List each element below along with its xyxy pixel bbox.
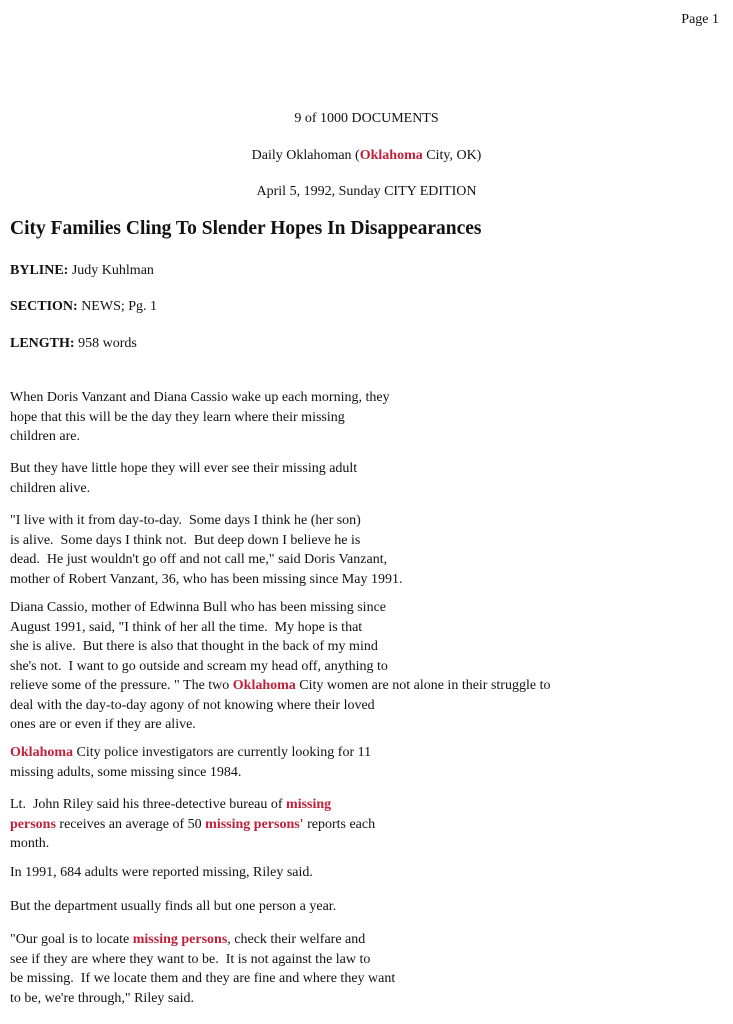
paragraph-text: Diana Cassio, mother of Edwinna Bull who has been missing since August 1991, said, "I think of her all the time. My hope is that she is alive. But there is also that thought in the back of my mind she's not. I want to go outside and scream my head off, anything to relieve some of the pressure. " The two bbox=[10, 600, 388, 693]
length-label: LENGTH: bbox=[10, 336, 75, 351]
paragraph-text: "Our goal is to locate bbox=[10, 932, 133, 947]
paragraph-text: City police investigators are currently looking for 11 missing adults, some missing since 1984. bbox=[10, 745, 372, 780]
article-paragraph bbox=[10, 863, 710, 883]
paragraph-text: reports each month. bbox=[10, 816, 376, 851]
byline bbox=[10, 263, 154, 279]
section-label: SECTION: bbox=[10, 299, 78, 314]
paragraph-text: , check their welfare and see if they are where they want to be. It is not against the law to be missing. If we locate them and they are fine and where they want to be, we're through," Riley said. bbox=[10, 932, 396, 1006]
paragraph-text: But they have little hope they will ever see their missing adult children alive. bbox=[10, 461, 358, 496]
source-post: City, OK) bbox=[422, 148, 482, 163]
search-term-highlight: missing persons bbox=[10, 797, 332, 832]
source-line bbox=[0, 148, 733, 164]
article-paragraph bbox=[10, 743, 710, 782]
page-number: Page 1 bbox=[681, 12, 719, 27]
search-term-highlight: Oklahoma bbox=[232, 678, 296, 693]
search-term-highlight: missing persons' bbox=[205, 816, 304, 832]
paragraph-text: In 1991, 684 adults were reported missing, Riley said. bbox=[10, 865, 313, 880]
article-paragraph bbox=[10, 930, 710, 1008]
source-highlight: Oklahoma bbox=[359, 148, 423, 163]
article-paragraph bbox=[10, 897, 710, 917]
source-pre: Daily Oklahoman ( bbox=[251, 148, 360, 163]
article-paragraph bbox=[10, 388, 710, 447]
paragraph-text: But the department usually finds all but one person a year. bbox=[10, 899, 337, 914]
headline: City Families Cling To Slender Hopes In Disappearances bbox=[10, 218, 482, 239]
length-line bbox=[10, 336, 137, 352]
document-count: 9 of 1000 DOCUMENTS bbox=[294, 111, 439, 126]
search-term-highlight: missing persons bbox=[132, 932, 228, 947]
article-paragraph bbox=[10, 459, 710, 498]
byline-value: Judy Kuhlman bbox=[68, 263, 154, 278]
article-paragraph bbox=[10, 598, 710, 735]
article-paragraph bbox=[10, 511, 710, 589]
paragraph-text: Lt. John Riley said his three-detective bureau of bbox=[10, 797, 287, 812]
paragraph-text: City women are not alone in their struggle to deal with the day-to-day agony of not knowing where their loved ones are or even if they are alive. bbox=[10, 678, 551, 732]
paragraph-text: When Doris Vanzant and Diana Cassio wake up each morning, they hope that this will be the day they learn where their missing children are. bbox=[10, 390, 390, 444]
paragraph-text: "I live with it from day-to-day. Some days I think he (her son) is alive. Some days I think not. But deep down I believe he is dead. He just wouldn't go off and not call me," said Doris Vanzant, mother of Robert Vanzant, 36, who has been missing since May 1991. bbox=[10, 513, 403, 587]
byline-label: BYLINE: bbox=[10, 263, 69, 278]
search-term-highlight: Oklahoma bbox=[10, 745, 74, 760]
section-line bbox=[10, 299, 157, 315]
length-value: 958 words bbox=[74, 336, 137, 351]
section-value: NEWS; Pg. 1 bbox=[77, 299, 158, 314]
article-paragraph bbox=[10, 795, 710, 854]
date-edition: April 5, 1992, Sunday CITY EDITION bbox=[256, 184, 477, 199]
paragraph-text: receives an average of 50 bbox=[55, 816, 206, 832]
